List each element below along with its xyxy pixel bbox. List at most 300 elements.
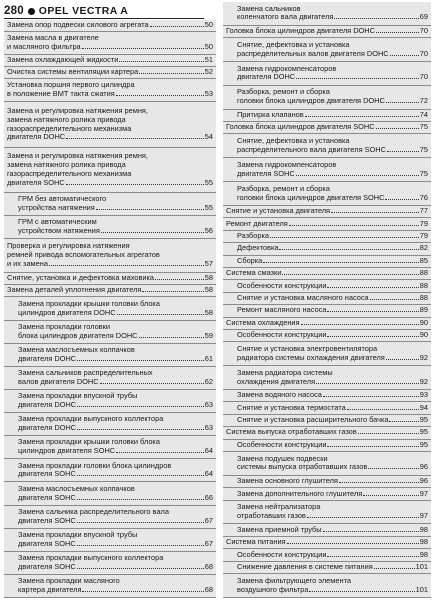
toc-entry-line xyxy=(237,551,428,560)
toc-entry-line xyxy=(226,27,428,36)
toc-entry-text: системы выпуска отработавших газов xyxy=(237,463,368,472)
toc-entry xyxy=(223,243,431,255)
toc-entry-text: Ремонт масляного насоса xyxy=(237,306,327,315)
toc-entry-text: Система выпуска отработавших газов xyxy=(226,428,357,437)
dot-leader xyxy=(100,383,204,384)
toc-entry xyxy=(4,575,216,598)
toc-entry-line xyxy=(237,306,428,315)
toc-page-number: 59 xyxy=(204,331,213,340)
dot-leader xyxy=(139,337,204,338)
toc-page-number: 98 xyxy=(419,538,428,547)
toc-entry xyxy=(4,102,216,147)
toc-entry-text: Снятие, установка и дефектовка маховика xyxy=(7,274,155,283)
toc-entry-text: двигателя DOHC xyxy=(18,401,77,410)
toc-entry xyxy=(223,110,431,122)
dot-leader xyxy=(117,314,204,315)
toc-entry xyxy=(223,366,431,390)
toc-page-number: 50 xyxy=(204,43,213,52)
toc-entry-text: Замена дополнительного глушителя xyxy=(237,489,363,498)
toc-entry-text: радиатора системы охлаждения двигателя xyxy=(237,353,385,362)
dot-leader xyxy=(386,102,419,103)
toc-entry-line xyxy=(237,490,428,499)
toc-entry-text: Снятие и установка масляного насоса xyxy=(237,294,369,302)
toc-page-number: 51 xyxy=(204,56,213,65)
dot-leader xyxy=(119,61,203,62)
toc-entry-line xyxy=(237,282,428,291)
toc-entry xyxy=(4,321,216,344)
toc-entry-text: Дефектовка xyxy=(237,244,279,253)
toc-entry xyxy=(223,524,431,536)
toc-page-number: 75 xyxy=(419,123,428,132)
dot-leader xyxy=(77,475,204,476)
toc-page-number: 53 xyxy=(204,90,213,99)
dot-leader xyxy=(116,95,204,96)
toc-page-number: 88 xyxy=(419,294,428,302)
toc-entry-line xyxy=(7,133,213,142)
toc-entry-line xyxy=(7,90,213,99)
toc-entry xyxy=(223,549,431,561)
toc-page-number: 64 xyxy=(204,447,213,456)
toc-entry-line xyxy=(237,50,428,59)
book-title: OPEL VECTRA A xyxy=(38,5,129,17)
toc-entry xyxy=(4,436,216,459)
toc-entry xyxy=(223,476,431,488)
toc-entry-line xyxy=(237,563,428,572)
toc-entry-text: Разборка, ремонт и сборка xyxy=(237,88,330,97)
toc-entry-line xyxy=(226,207,428,216)
toc-entry-text: Притирка клапанов xyxy=(237,110,304,119)
toc-entry-line xyxy=(237,441,428,450)
toc-page-number: 90 xyxy=(419,318,428,327)
toc-entry-text: коленчатого вала двигателя xyxy=(237,13,334,22)
dot-leader xyxy=(307,517,419,518)
toc-page-number: 76 xyxy=(419,193,428,202)
toc-entry xyxy=(223,574,431,598)
toc-entry-text: Замена фильтрующего элемента xyxy=(237,576,351,585)
toc-entry-text: двигателя DOHC xyxy=(7,133,66,142)
dot-leader xyxy=(331,212,419,213)
toc-entry-text: Разборка, ремонт и сборка xyxy=(237,184,330,193)
toc-column-right xyxy=(223,2,431,598)
toc-entry-text: картера двигателя xyxy=(18,586,82,595)
toc-entry xyxy=(223,440,431,452)
toc-entry xyxy=(4,273,216,285)
toc-entry xyxy=(223,342,431,366)
toc-entry-text: в положение ВМТ такта сжатия xyxy=(7,90,115,99)
toc-entry-text: Замена прокладки впускной трубы xyxy=(18,392,138,401)
toc-page-number: 92 xyxy=(419,377,428,386)
toc-column-left xyxy=(4,20,216,598)
toc-page-number: 64 xyxy=(204,470,213,479)
dot-leader xyxy=(82,591,203,592)
toc-entry-line xyxy=(237,294,428,303)
toc-entry-text: Замена маслосъемных колпачков xyxy=(18,484,135,493)
toc-entry-line xyxy=(237,13,428,22)
toc-entry-text: двигателя SOHC xyxy=(18,470,76,479)
toc-entry xyxy=(223,562,431,574)
dot-leader xyxy=(296,78,419,79)
dot-leader xyxy=(77,545,204,546)
toc-entry xyxy=(223,427,431,439)
toc-entry-line xyxy=(237,146,428,155)
toc-entry-text: Особенности конструкции xyxy=(237,281,327,290)
toc-entry-text: Замена масла в двигателе xyxy=(7,34,99,43)
toc-entry-line xyxy=(7,260,213,269)
toc-page-number: 95 xyxy=(419,440,428,449)
toc-entry-text: Система смазки xyxy=(226,269,282,278)
toc-entry-text: распределительных валов двигателя DOHC xyxy=(237,49,389,58)
toc-page-number: 79 xyxy=(419,231,428,240)
toc-entry-text: двигателя SOHC xyxy=(18,493,76,502)
toc-entry-line xyxy=(18,540,213,549)
toc-entry xyxy=(223,231,431,243)
dot-leader xyxy=(323,396,419,397)
toc-entry xyxy=(4,216,216,239)
toc-entry-text: Головка блока цилиндров двигателя SOHC xyxy=(226,123,375,132)
toc-entry-text: двигателя SOHC xyxy=(18,539,76,548)
toc-entry-line xyxy=(237,244,428,253)
toc-entry xyxy=(4,67,216,79)
toc-entry-text: Особенности конструкции xyxy=(237,440,327,449)
toc-entry xyxy=(4,552,216,575)
toc-page-number: 96 xyxy=(419,477,428,486)
toc-entry-text: газораспределительного механизма xyxy=(7,169,132,178)
toc-entry xyxy=(223,218,431,230)
dot-leader xyxy=(150,26,204,27)
toc-entry-text: устройства натяжения xyxy=(18,203,95,212)
toc-entry-text: Система питания xyxy=(226,538,286,547)
dot-leader xyxy=(82,48,204,49)
dot-leader xyxy=(49,265,204,266)
toc-page-number: 97 xyxy=(419,489,428,498)
toc-entry-line xyxy=(18,424,213,433)
toc-page-number: 90 xyxy=(419,331,428,340)
dot-leader xyxy=(139,73,204,74)
dot-leader xyxy=(142,291,203,292)
toc-entry-line xyxy=(7,21,213,30)
toc-entry xyxy=(223,206,431,218)
toc-entry-line xyxy=(237,194,428,203)
dot-leader xyxy=(96,209,204,210)
toc-entry-text: Замена деталей уплотнения двигателя xyxy=(7,286,142,295)
toc-page-number: 67 xyxy=(204,539,213,548)
toc-entry-text: Замена водяного насоса xyxy=(237,391,322,400)
toc-entry-line xyxy=(18,227,213,236)
dot-leader xyxy=(77,499,204,500)
toc-entry-line xyxy=(237,111,428,120)
toc-entry-line xyxy=(237,463,428,472)
toc-entry xyxy=(223,158,431,182)
toc-entry-text: Замена прокладки головки xyxy=(18,322,110,331)
toc-page-number: 94 xyxy=(419,403,428,412)
toc-entry xyxy=(4,297,216,320)
toc-page-number: 50 xyxy=(204,21,213,30)
dot-leader xyxy=(116,452,204,453)
toc-entry-text: Особенности конструкции xyxy=(237,550,327,559)
toc-entry xyxy=(223,501,431,525)
dot-leader xyxy=(389,421,418,422)
toc-entry-text: Сборка xyxy=(237,256,263,265)
bullet-icon xyxy=(28,8,35,15)
toc-entry-text: Очистка системы вентиляции картера xyxy=(7,68,139,77)
toc-entry-line xyxy=(237,526,428,535)
page-number: 280 xyxy=(4,5,24,17)
toc-page-number: 66 xyxy=(204,493,213,502)
toc-entry-text: Головка блока цилиндров двигателя DOHC xyxy=(226,27,375,36)
toc-page-number: 61 xyxy=(204,354,213,363)
toc-entry-text: Замена приемной трубы xyxy=(237,525,322,534)
toc-entry-line xyxy=(226,428,428,437)
toc-entry-text: ГРМ без автоматического xyxy=(18,195,107,204)
toc-entry xyxy=(223,402,431,414)
toc-page-number: 74 xyxy=(419,110,428,119)
toc-entry-text: Замена маслосъемных колпачков xyxy=(18,345,135,354)
toc-page-number: 77 xyxy=(419,207,428,216)
toc-entry-text: Замена подушек подвески xyxy=(237,454,328,463)
toc-entry-text: Замена радиатора системы xyxy=(237,368,333,377)
toc-entry-text: и их замена xyxy=(7,260,48,269)
toc-entry-text: двигателя SOHC xyxy=(237,169,295,178)
dot-leader xyxy=(385,199,418,200)
dot-leader xyxy=(339,482,419,483)
toc-entry-text: Разборка xyxy=(237,231,269,240)
toc-entry xyxy=(4,79,216,102)
dot-leader xyxy=(270,237,419,238)
toc-entry-line xyxy=(18,447,213,456)
toc-page-number: 58 xyxy=(204,286,213,295)
toc-entry-line xyxy=(18,309,213,318)
toc-entry-text: замена натяжного ролика привода xyxy=(7,115,126,124)
toc-page-number: 98 xyxy=(419,525,428,534)
dot-leader xyxy=(301,324,419,325)
toc-entry xyxy=(223,330,431,342)
toc-entry xyxy=(223,122,431,134)
toc-entry xyxy=(223,268,431,280)
toc-page-number: 70 xyxy=(419,73,428,82)
toc-entry-line xyxy=(7,286,213,295)
toc-page-number: 56 xyxy=(204,227,213,236)
toc-entry xyxy=(4,55,216,67)
toc-entry-text: Снижение давления в системе питания xyxy=(237,562,373,571)
toc-entry xyxy=(4,344,216,367)
toc-entry-text: Замена охлаждающей жидкости xyxy=(7,56,119,65)
toc-entry xyxy=(223,537,431,549)
toc-entry xyxy=(4,367,216,390)
toc-entry-text: Замена опор подвески силового агрегата xyxy=(7,21,149,30)
toc-page-number: 63 xyxy=(204,424,213,433)
toc-entry-text: головки блока цилиндров двигателя DOHC xyxy=(237,97,385,106)
toc-page-number: 93 xyxy=(419,391,428,400)
toc-entry xyxy=(223,134,431,158)
dot-leader xyxy=(334,18,418,19)
toc-entry-text: газораспределительного механизма xyxy=(7,124,132,133)
toc-entry-text: охлаждения двигателя xyxy=(237,377,316,386)
page-header xyxy=(4,4,204,19)
toc-page-number: 68 xyxy=(204,586,213,595)
dot-leader xyxy=(77,522,204,523)
toc-entry-text: и масляного фильтра xyxy=(7,43,81,52)
toc-entry-text: Снятие и установка двигателя xyxy=(226,207,331,216)
toc-entry-line xyxy=(7,56,213,65)
toc-page-number: 62 xyxy=(204,377,213,386)
dot-leader xyxy=(327,446,418,447)
toc-entry-line xyxy=(237,97,428,106)
toc-entry-line xyxy=(226,538,428,547)
toc-page-number: 88 xyxy=(419,281,428,290)
toc-entry-text: валов двигателя DOHC xyxy=(18,377,99,386)
toc-entry xyxy=(4,285,216,297)
toc-page-number: 101 xyxy=(415,562,428,571)
toc-entry xyxy=(223,452,431,476)
toc-entry-text: цилиндров двигателя SOHC xyxy=(18,447,116,456)
dot-leader xyxy=(387,151,419,152)
toc-entry-text: Замена основного глушителя xyxy=(237,477,338,486)
toc-page-number: 95 xyxy=(419,416,428,425)
toc-entry-text: отработавших газов xyxy=(237,512,306,521)
toc-page-number: 70 xyxy=(419,49,428,58)
toc-page-number: 92 xyxy=(419,353,428,362)
toc-entry xyxy=(4,482,216,505)
toc-page-number: 57 xyxy=(204,260,213,269)
toc-entry-text: Замена прокладки крышки головки блока xyxy=(18,438,160,447)
toc-entry-text: Замена прокладки крышки головки блока xyxy=(18,299,160,308)
dot-leader xyxy=(327,556,418,557)
toc-entry-text: Замена прокладки масляного xyxy=(18,577,120,586)
toc-entry-text: головки блока цилиндров двигателя SOHC xyxy=(237,193,385,202)
dot-leader xyxy=(282,274,418,275)
toc-entry xyxy=(4,239,216,273)
toc-entry xyxy=(223,390,431,402)
toc-entry-line xyxy=(237,257,428,266)
toc-entry-line xyxy=(237,354,428,363)
dot-leader xyxy=(386,359,419,360)
toc-entry xyxy=(223,86,431,110)
toc-entry xyxy=(4,32,216,55)
toc-page-number: 54 xyxy=(204,133,213,142)
dot-leader xyxy=(363,495,419,496)
dot-leader xyxy=(376,128,419,129)
toc-entry-text: ГРМ с автоматическим xyxy=(18,218,97,227)
dot-leader xyxy=(305,116,419,117)
toc-entry-text: Замена гидрокомпенсаторов xyxy=(237,160,337,169)
dot-leader xyxy=(287,543,419,544)
dot-leader xyxy=(327,311,418,312)
toc-entry-text: Особенности конструкции xyxy=(237,331,327,340)
toc-page-number: 75 xyxy=(419,169,428,178)
toc-entry-line xyxy=(18,517,213,526)
dot-leader xyxy=(263,262,418,263)
dot-leader xyxy=(77,429,204,430)
toc-entry-text: двигателя SOHC xyxy=(18,562,76,571)
toc-entry-text: Установка поршня первого цилиндра xyxy=(7,81,135,90)
toc-entry-text: Снятие и установка расширительного бачка xyxy=(237,416,389,425)
toc-entry-text: Замена прокладки головки блока цилиндров xyxy=(18,461,172,470)
toc-page-number: 55 xyxy=(204,203,213,212)
dot-leader xyxy=(77,568,204,569)
toc-entry-line xyxy=(226,123,428,132)
toc-entry xyxy=(223,2,431,26)
toc-entry xyxy=(4,148,216,193)
toc-entry-line xyxy=(18,586,213,595)
toc-entry xyxy=(4,20,216,32)
toc-entry-text: блока цилиндров двигателя DOHC xyxy=(18,331,138,340)
toc-entry xyxy=(223,318,431,330)
toc-entry xyxy=(4,390,216,413)
toc-page-number: 55 xyxy=(204,178,213,187)
toc-entry-line xyxy=(237,378,428,387)
dot-leader xyxy=(376,32,419,33)
toc-entry-text: Замена сальников распределительных xyxy=(18,369,153,377)
toc-page-number: 69 xyxy=(419,13,428,22)
toc-entry-line xyxy=(237,586,428,595)
toc-entry xyxy=(4,529,216,552)
toc-entry-line xyxy=(18,563,213,572)
toc-entry-line xyxy=(7,274,213,283)
dot-leader xyxy=(309,591,414,592)
toc-entry-line xyxy=(18,355,213,364)
toc-entry-text: цилиндров двигателя DOHC xyxy=(18,308,116,317)
dot-leader xyxy=(327,287,418,288)
toc-page-number: 98 xyxy=(419,550,428,559)
dot-leader xyxy=(368,468,418,469)
toc-page-number: 96 xyxy=(419,463,428,472)
toc-entry-text: Система охлаждения xyxy=(226,318,300,327)
dot-leader xyxy=(296,175,419,176)
toc-entry-line xyxy=(7,43,213,52)
toc-entry-text: распределительного вала двигателя SOHC xyxy=(237,145,386,154)
toc-entry xyxy=(223,305,431,317)
dot-leader xyxy=(374,568,415,569)
toc-page-number: 88 xyxy=(419,269,428,278)
toc-entry xyxy=(223,280,431,292)
toc-entry xyxy=(223,26,431,38)
toc-entry-text: Снятие, дефектовка и установка xyxy=(237,40,350,49)
toc-entry-line xyxy=(237,170,428,179)
toc-entry xyxy=(4,193,216,216)
dot-leader xyxy=(77,406,204,407)
dot-leader xyxy=(101,232,204,233)
toc-entry xyxy=(4,413,216,436)
toc-entry xyxy=(223,415,431,427)
toc-entry xyxy=(223,38,431,62)
dot-leader xyxy=(358,433,419,434)
toc-page-number: 89 xyxy=(419,306,428,315)
toc-entry-line xyxy=(237,391,428,400)
dot-leader xyxy=(289,225,419,226)
toc-page-number: 67 xyxy=(204,516,213,525)
toc-entry xyxy=(223,488,431,500)
toc-entry-line xyxy=(226,319,428,328)
toc-entry-text: Замена прокладки впускной трубы xyxy=(18,530,138,539)
dot-leader xyxy=(323,531,419,532)
toc-entry-text: замена натяжного ролика привода xyxy=(7,160,126,169)
toc-entry xyxy=(223,182,431,206)
toc-page-number: 52 xyxy=(204,68,213,77)
toc-page-number: 72 xyxy=(419,97,428,106)
dot-leader xyxy=(66,138,204,139)
dot-leader xyxy=(316,383,419,384)
toc-entry-line xyxy=(7,179,213,188)
toc-page-number: 75 xyxy=(419,145,428,154)
toc-entry xyxy=(223,62,431,86)
dot-leader xyxy=(370,299,419,300)
toc-entry-text: воздушного фильтра xyxy=(237,585,309,594)
toc-entry-text: Проверка и регулировка натяжения xyxy=(7,242,130,251)
toc-page-number: 82 xyxy=(419,244,428,253)
toc-page-number: 95 xyxy=(419,428,428,437)
toc-page-number: 70 xyxy=(419,27,428,36)
toc-page-number: 79 xyxy=(419,219,428,228)
